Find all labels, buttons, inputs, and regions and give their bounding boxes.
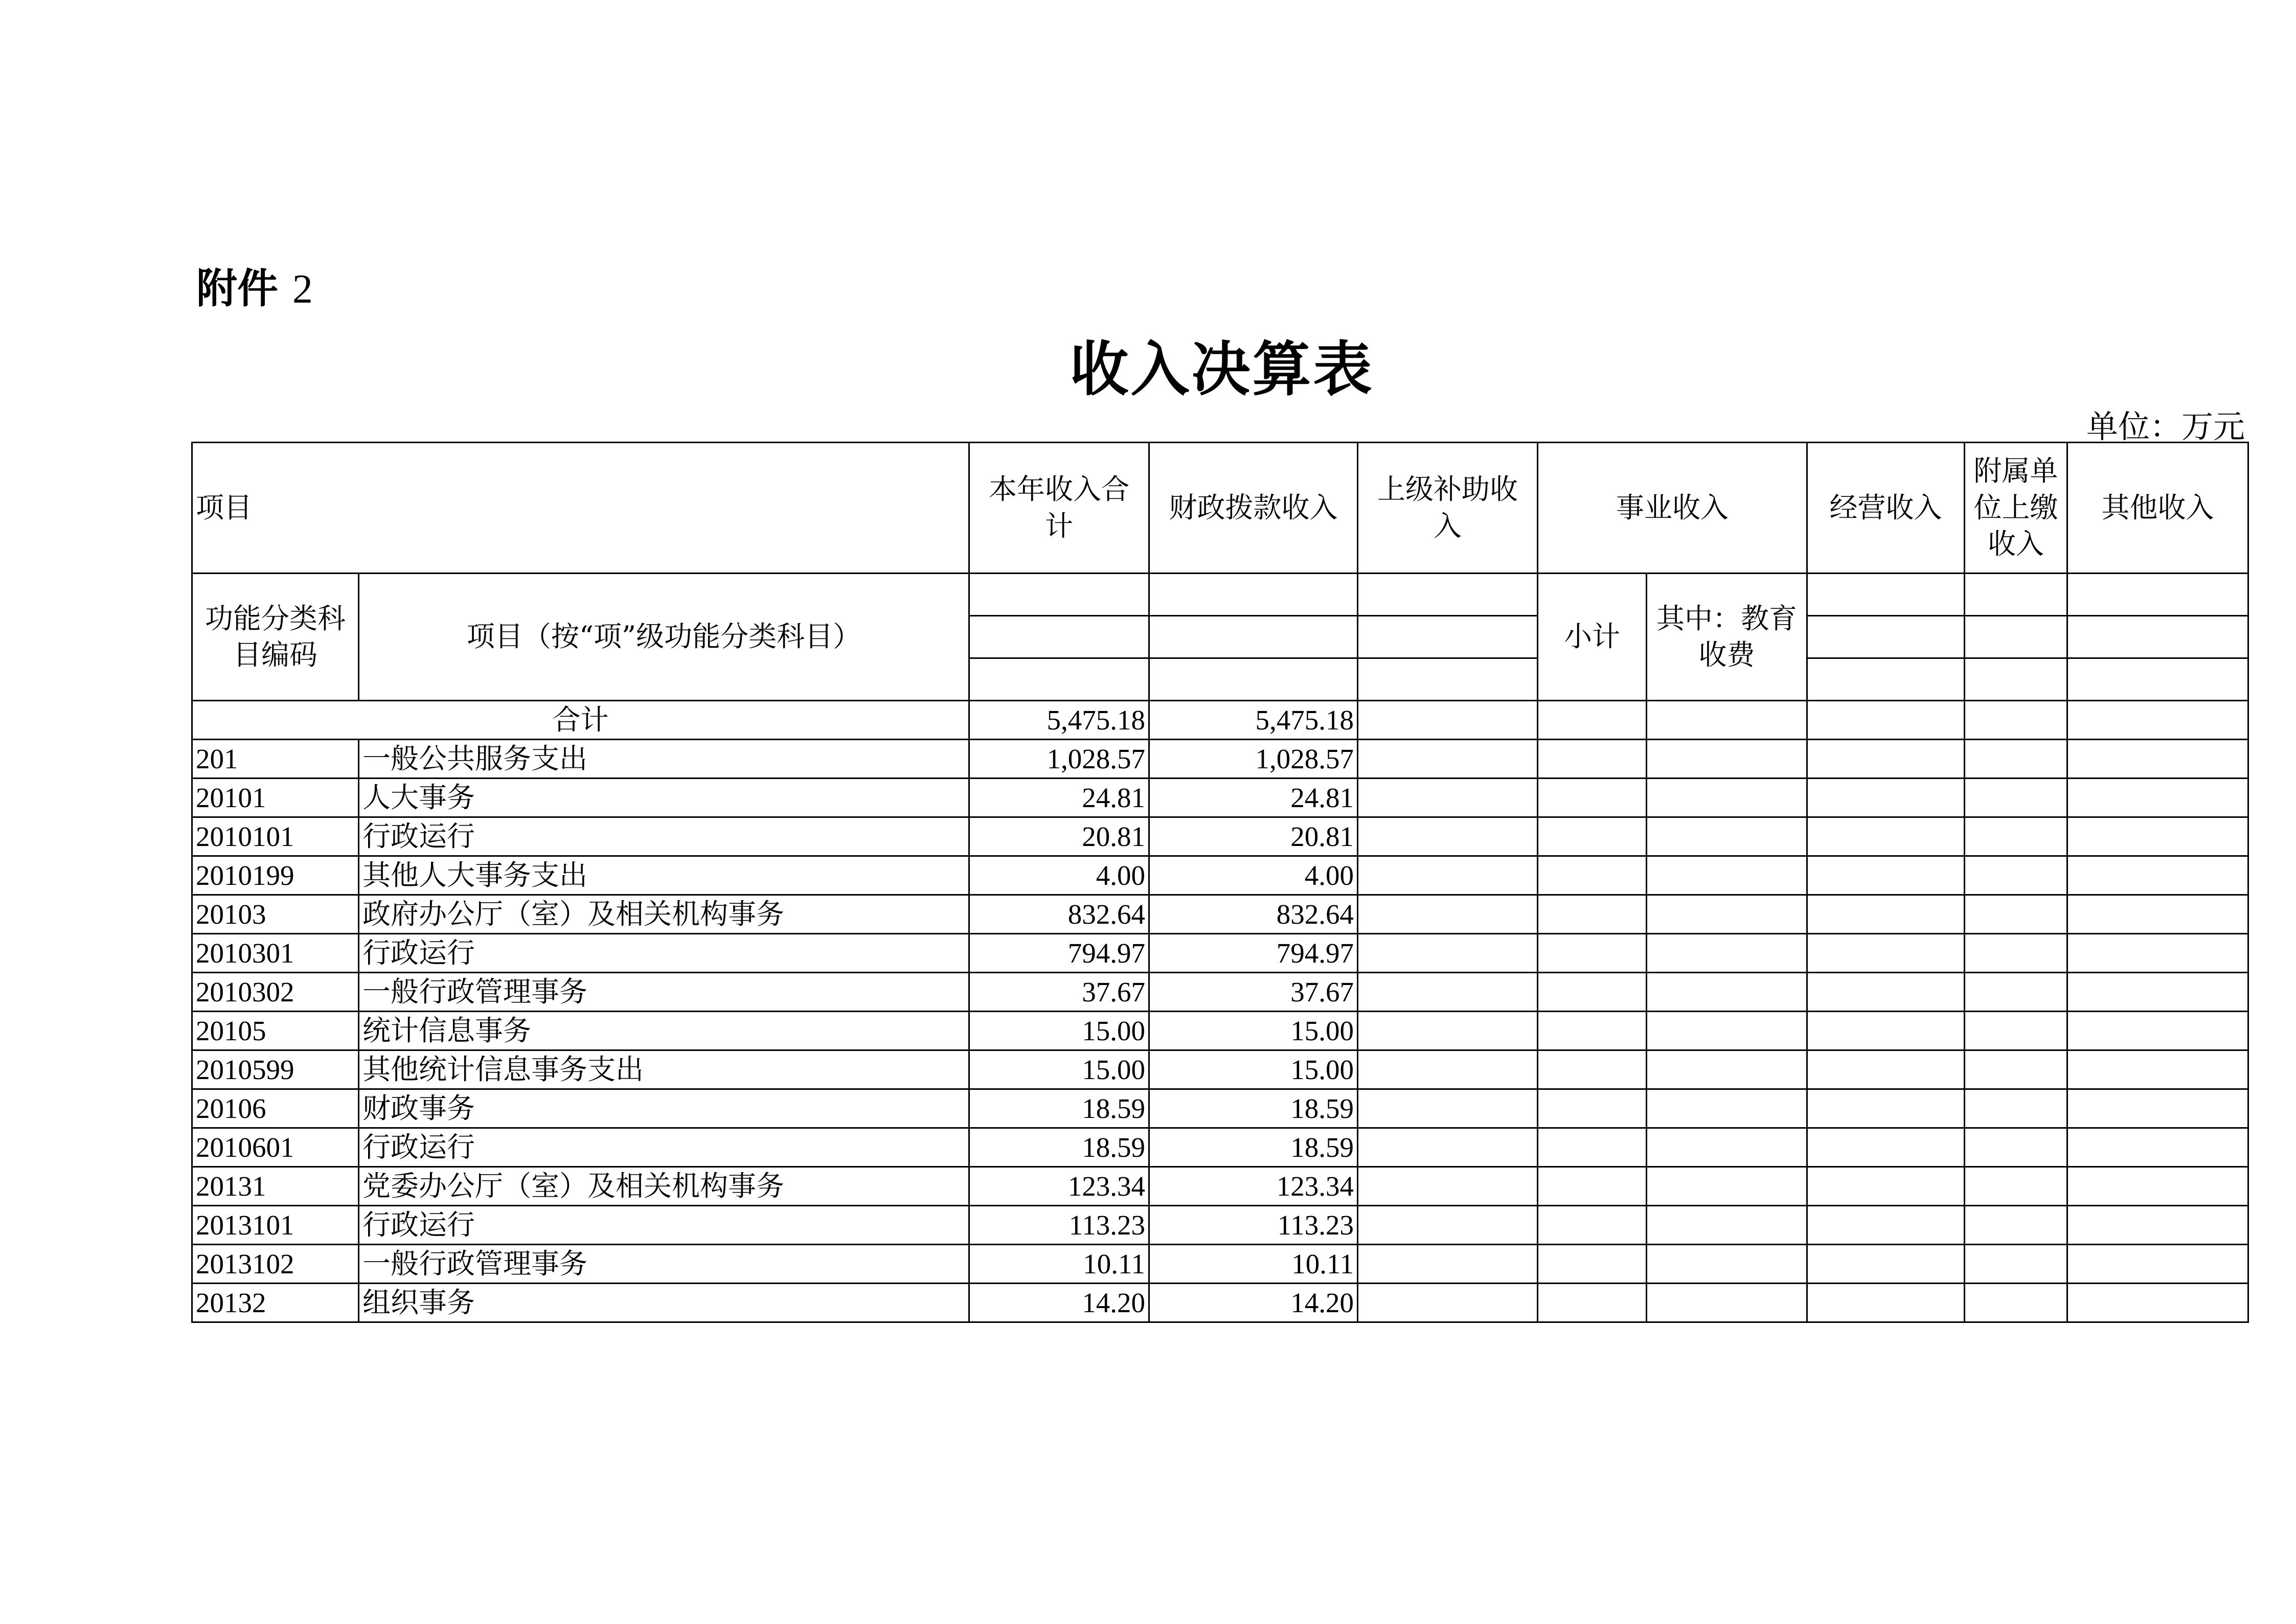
total-row (192, 701, 2248, 740)
empty-cell (1647, 817, 1807, 856)
row-year-total: 15.00 (969, 1050, 1149, 1089)
row-code: 20103 (192, 895, 359, 934)
empty-cell (1965, 1284, 2067, 1322)
row-fiscal: 18.59 (1149, 1089, 1358, 1128)
empty-cell (1647, 1284, 1807, 1322)
row-name: 行政运行 (359, 1206, 969, 1245)
row-name: 一般公共服务支出 (359, 740, 969, 779)
total-label: 合计 (192, 701, 969, 740)
row-name: 行政运行 (359, 934, 969, 973)
empty-cell (1965, 973, 2067, 1012)
total-fiscal: 5,475.18 (1149, 701, 1358, 740)
header-fiscal: 财政拨款收入 (1149, 443, 1358, 574)
empty-cell (1965, 658, 2067, 701)
row-code: 2010599 (192, 1050, 359, 1089)
empty-cell (1358, 658, 1538, 701)
empty-cell (1358, 616, 1538, 658)
row-year-total: 123.34 (969, 1167, 1149, 1206)
empty-cell (2067, 1089, 2248, 1128)
empty-cell (1358, 1128, 1538, 1167)
empty-cell (1358, 934, 1538, 973)
empty-cell (2067, 895, 2248, 934)
empty-cell (1807, 856, 1965, 895)
table-row (192, 1012, 2248, 1050)
page-title: 收入决算表 (1070, 335, 1374, 404)
row-year-total: 1,028.57 (969, 740, 1149, 779)
row-fiscal: 14.20 (1149, 1284, 1358, 1322)
empty-cell (1538, 1206, 1647, 1245)
empty-cell (2067, 574, 2248, 616)
header-item: 项目 (192, 443, 969, 574)
empty-cell (2067, 1050, 2248, 1089)
empty-cell (1538, 740, 1647, 779)
empty-cell (2067, 934, 2248, 973)
empty-cell (1965, 616, 2067, 658)
header-other: 其他收入 (2067, 443, 2248, 574)
empty-cell (1647, 1245, 1807, 1284)
row-code: 2010601 (192, 1128, 359, 1167)
empty-cell (2067, 616, 2248, 658)
attachment-text: 附件 (196, 265, 278, 312)
empty-cell (1647, 1012, 1807, 1050)
table-row (192, 1284, 2248, 1322)
empty-cell (1965, 1206, 2067, 1245)
empty-cell (1358, 1284, 1538, 1322)
header-business: 事业收入 (1538, 443, 1807, 574)
row-fiscal: 832.64 (1149, 895, 1358, 934)
empty-cell (1807, 973, 1965, 1012)
row-year-total: 24.81 (969, 779, 1149, 817)
attachment-number: 2 (292, 267, 313, 312)
empty-cell (1647, 1050, 1807, 1089)
row-code: 20101 (192, 779, 359, 817)
unit-label: 单位：万元 (2086, 408, 2245, 445)
empty-cell (969, 616, 1149, 658)
table-row (192, 740, 2248, 779)
row-name: 党委办公厅（室）及相关机构事务 (359, 1167, 969, 1206)
empty-cell (1807, 574, 1965, 616)
row-year-total: 10.11 (969, 1245, 1149, 1284)
empty-cell (2067, 658, 2248, 701)
table-row (192, 1089, 2248, 1128)
row-code: 2010302 (192, 973, 359, 1012)
row-code: 20105 (192, 1012, 359, 1050)
row-year-total: 4.00 (969, 856, 1149, 895)
table-row (192, 779, 2248, 817)
empty-cell (1807, 701, 1965, 740)
table-row (192, 934, 2248, 973)
header-operating: 经营收入 (1807, 443, 1965, 574)
row-year-total: 18.59 (969, 1089, 1149, 1128)
empty-cell (1538, 1128, 1647, 1167)
empty-cell (1807, 817, 1965, 856)
empty-cell (1538, 1012, 1647, 1050)
empty-cell (1358, 1245, 1538, 1284)
empty-cell (1538, 1245, 1647, 1284)
empty-cell (1965, 779, 2067, 817)
empty-cell (1807, 895, 1965, 934)
empty-cell (1807, 1128, 1965, 1167)
empty-cell (1807, 740, 1965, 779)
empty-cell (1647, 1167, 1807, 1206)
row-fiscal: 10.11 (1149, 1245, 1358, 1284)
empty-cell (2067, 856, 2248, 895)
empty-cell (1358, 779, 1538, 817)
empty-cell (1538, 895, 1647, 934)
row-fiscal: 1,028.57 (1149, 740, 1358, 779)
row-code: 2010101 (192, 817, 359, 856)
empty-cell (2067, 1245, 2248, 1284)
row-name: 政府办公厅（室）及相关机构事务 (359, 895, 969, 934)
row-fiscal: 15.00 (1149, 1012, 1358, 1050)
empty-cell (1149, 574, 1358, 616)
empty-cell (1538, 1284, 1647, 1322)
table-row (192, 1167, 2248, 1206)
empty-cell (1647, 1089, 1807, 1128)
empty-cell (1807, 658, 1965, 701)
row-year-total: 794.97 (969, 934, 1149, 973)
subheader-row (192, 574, 2248, 616)
empty-cell (1965, 701, 2067, 740)
row-fiscal: 20.81 (1149, 817, 1358, 856)
empty-cell (1647, 973, 1807, 1012)
row-year-total: 113.23 (969, 1206, 1149, 1245)
empty-cell (1647, 856, 1807, 895)
empty-cell (1647, 1128, 1807, 1167)
empty-cell (1647, 1206, 1807, 1245)
empty-cell (1965, 740, 2067, 779)
empty-cell (1358, 1167, 1538, 1206)
empty-cell (1358, 895, 1538, 934)
row-name: 组织事务 (359, 1284, 969, 1322)
table-row (192, 1128, 2248, 1167)
empty-cell (1965, 1167, 2067, 1206)
row-year-total: 20.81 (969, 817, 1149, 856)
row-code: 2010199 (192, 856, 359, 895)
empty-cell (1965, 1128, 2067, 1167)
row-code: 20131 (192, 1167, 359, 1206)
row-year-total: 37.67 (969, 973, 1149, 1012)
empty-cell (969, 658, 1149, 701)
income-final-accounts-table (191, 442, 2249, 1323)
empty-cell (1965, 574, 2067, 616)
empty-cell (1807, 1012, 1965, 1050)
table-row (192, 1050, 2248, 1089)
table-row (192, 856, 2248, 895)
empty-cell (1358, 574, 1538, 616)
row-code: 2013101 (192, 1206, 359, 1245)
row-name: 人大事务 (359, 779, 969, 817)
empty-cell (1965, 1245, 2067, 1284)
row-code: 2013102 (192, 1245, 359, 1284)
empty-cell (1358, 1206, 1538, 1245)
empty-cell (1358, 817, 1538, 856)
row-name: 一般行政管理事务 (359, 1245, 969, 1284)
table-row (192, 817, 2248, 856)
header-func-code: 功能分类科目编码 (192, 574, 359, 701)
empty-cell (2067, 1206, 2248, 1245)
header-item-by-level: 项目（按“项”级功能分类科目） (359, 574, 969, 701)
empty-cell (1358, 856, 1538, 895)
empty-cell (1965, 934, 2067, 973)
empty-cell (1647, 779, 1807, 817)
empty-cell (1358, 1089, 1538, 1128)
row-year-total: 15.00 (969, 1012, 1149, 1050)
empty-cell (1965, 1089, 2067, 1128)
empty-cell (1807, 616, 1965, 658)
row-name: 行政运行 (359, 1128, 969, 1167)
row-code: 2010301 (192, 934, 359, 973)
table-row (192, 1206, 2248, 1245)
empty-cell (1647, 934, 1807, 973)
empty-cell (1149, 658, 1358, 701)
row-name: 财政事务 (359, 1089, 969, 1128)
empty-cell (1647, 701, 1807, 740)
row-fiscal: 37.67 (1149, 973, 1358, 1012)
empty-cell (1149, 616, 1358, 658)
row-name: 一般行政管理事务 (359, 973, 969, 1012)
empty-cell (2067, 779, 2248, 817)
empty-cell (2067, 1128, 2248, 1167)
empty-cell (1538, 779, 1647, 817)
empty-cell (1807, 1089, 1965, 1128)
row-fiscal: 113.23 (1149, 1206, 1358, 1245)
row-name: 统计信息事务 (359, 1012, 969, 1050)
row-year-total: 14.20 (969, 1284, 1149, 1322)
row-year-total: 832.64 (969, 895, 1149, 934)
empty-cell (1807, 1050, 1965, 1089)
total-year-total: 5,475.18 (969, 701, 1149, 740)
empty-cell (2067, 817, 2248, 856)
empty-cell (1358, 1012, 1538, 1050)
empty-cell (1538, 817, 1647, 856)
empty-cell (2067, 1012, 2248, 1050)
empty-cell (2067, 740, 2248, 779)
header-education-fee: 其中：教育收费 (1647, 574, 1807, 701)
row-name: 其他人大事务支出 (359, 856, 969, 895)
empty-cell (1965, 1050, 2067, 1089)
empty-cell (1538, 934, 1647, 973)
row-code: 20132 (192, 1284, 359, 1322)
empty-cell (1538, 1167, 1647, 1206)
row-name: 其他统计信息事务支出 (359, 1050, 969, 1089)
attachment-label (196, 256, 313, 314)
row-fiscal: 4.00 (1149, 856, 1358, 895)
table-row (192, 973, 2248, 1012)
row-year-total: 18.59 (969, 1128, 1149, 1167)
header-year-total: 本年收入合计 (969, 443, 1149, 574)
empty-cell (1807, 1206, 1965, 1245)
empty-cell (969, 574, 1149, 616)
empty-cell (1965, 856, 2067, 895)
empty-cell (1807, 1284, 1965, 1322)
empty-cell (2067, 1284, 2248, 1322)
empty-cell (1807, 1167, 1965, 1206)
row-fiscal: 18.59 (1149, 1128, 1358, 1167)
empty-cell (2067, 1167, 2248, 1206)
table-row (192, 1245, 2248, 1284)
row-fiscal: 794.97 (1149, 934, 1358, 973)
header-row (192, 443, 2248, 574)
empty-cell (2067, 973, 2248, 1012)
row-fiscal: 15.00 (1149, 1050, 1358, 1089)
table-row (192, 895, 2248, 934)
empty-cell (1538, 1050, 1647, 1089)
empty-cell (1538, 973, 1647, 1012)
empty-cell (1358, 701, 1538, 740)
row-fiscal: 123.34 (1149, 1167, 1358, 1206)
row-code: 201 (192, 740, 359, 779)
empty-cell (1647, 895, 1807, 934)
empty-cell (1538, 856, 1647, 895)
empty-cell (1647, 740, 1807, 779)
empty-cell (2067, 701, 2248, 740)
empty-cell (1807, 934, 1965, 973)
empty-cell (1807, 779, 1965, 817)
empty-cell (1807, 1245, 1965, 1284)
empty-cell (1965, 895, 2067, 934)
empty-cell (1965, 817, 2067, 856)
empty-cell (1538, 1089, 1647, 1128)
row-code: 20106 (192, 1089, 359, 1128)
empty-cell (1965, 1012, 2067, 1050)
header-affiliated: 附属单位上缴收入 (1965, 443, 2067, 574)
empty-cell (1538, 701, 1647, 740)
empty-cell (1358, 1050, 1538, 1089)
empty-cell (1358, 973, 1538, 1012)
header-superior-subsidy: 上级补助收入 (1358, 443, 1538, 574)
row-name: 行政运行 (359, 817, 969, 856)
row-fiscal: 24.81 (1149, 779, 1358, 817)
header-subtotal: 小计 (1538, 574, 1647, 701)
empty-cell (1358, 740, 1538, 779)
